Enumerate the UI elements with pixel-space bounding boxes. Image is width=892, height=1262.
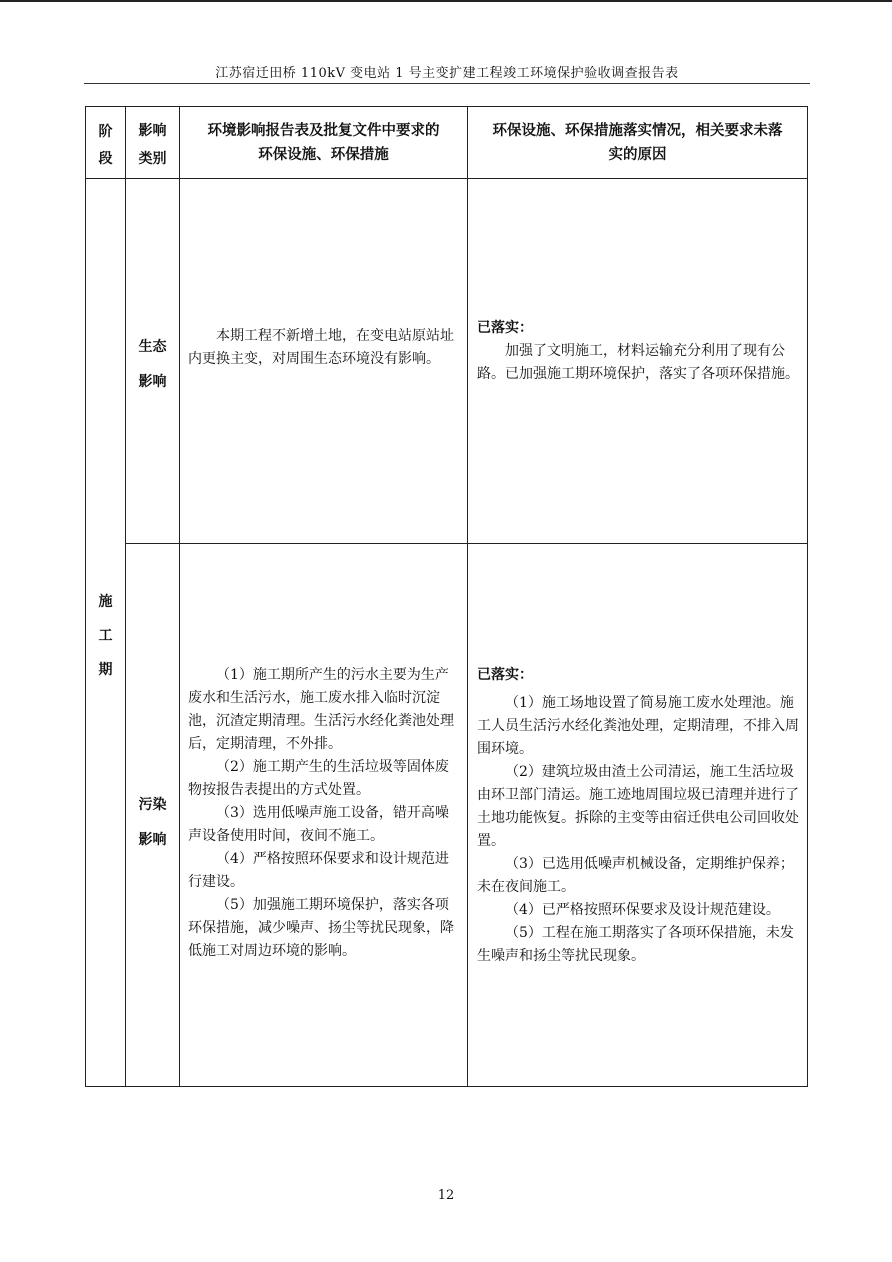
header-required-measures: 环境影响报告表及批复文件中要求的 环保设施、环保措施 bbox=[207, 122, 440, 163]
status-implemented: 已落实： bbox=[477, 667, 533, 683]
header-rule bbox=[84, 83, 810, 84]
header-implementation: 环保设施、环保措施落实情况，相关要求未落 实的原因 bbox=[492, 122, 783, 163]
top-border bbox=[0, 0, 892, 2]
row-divider bbox=[125, 543, 807, 544]
page-number: 12 bbox=[437, 1188, 455, 1203]
measures-table bbox=[85, 106, 808, 1087]
header-impact-type: 影响 类别 bbox=[138, 123, 167, 167]
row-ecological-implemented: 已落实： 加强了文明施工，材料运输充分利用了现有公路。已加强施工期环境保护，落实了各项环保措施。 bbox=[477, 317, 803, 386]
header-row-divider bbox=[86, 178, 807, 179]
col-divider-2 bbox=[179, 107, 180, 1086]
col-divider-1 bbox=[125, 107, 126, 1086]
page-header: 江苏宿迁田桥 110kV 变电站 1 号主变扩建工程竣工环境保护验收调查报告表 bbox=[215, 66, 679, 81]
header-stage: 阶 段 bbox=[98, 124, 113, 167]
row-ecological-required: 本期工程不新增土地，在变电站原站址内更换主变，对周围生态环境没有影响。 bbox=[188, 328, 454, 367]
row-pollution-type: 污染 影响 bbox=[138, 797, 167, 848]
col-divider-3 bbox=[467, 107, 468, 1086]
row-pollution-required: （1）施工期所产生的污水主要为生产废水和生活污水，施工废水排入临时沉淀池，沉渣定期清理。生活污水经化粪池处理后，定期清理，不外排。 （2）施工期产生的生活垃圾等固体废物按报告表提出的方式处置。 （3）选用低噪声施工设备，错开高噪声设备使用时间，夜间不施工。 （4）严格按照环保要求和设计规范进行建设。 （5）加强施工期环境保护，落实各项环保措施，减少噪声、扬尘等扰民现象，降低施工对周边环境的影响。 bbox=[188, 667, 454, 959]
status-implemented: 已落实： bbox=[477, 320, 533, 336]
row-pollution-implemented: 已落实： （1）施工场地设置了简易施工废水处理池。施工人员生活污水经化粪池处理，定期清理，不排入周围环境。 （2）建筑垃圾由渣土公司清运，施工生活垃圾由环卫部门清运。施工迹地周围垃圾已清理并进行了土地功能恢复。拆除的主变等由宿迁供电公司回收处置。 （3）已选用低噪声机械设备，定期维护保养；未在夜间施工。 （4）已严格按照环保要求及设计规范建设。 （5）工程在施工期落实了各项环保措施，未发生噪声和扬尘等扰民现象。 bbox=[477, 664, 803, 968]
row-ecological-type: 生态 影响 bbox=[138, 339, 167, 390]
stage-construction: 施 工 期 bbox=[98, 594, 113, 678]
